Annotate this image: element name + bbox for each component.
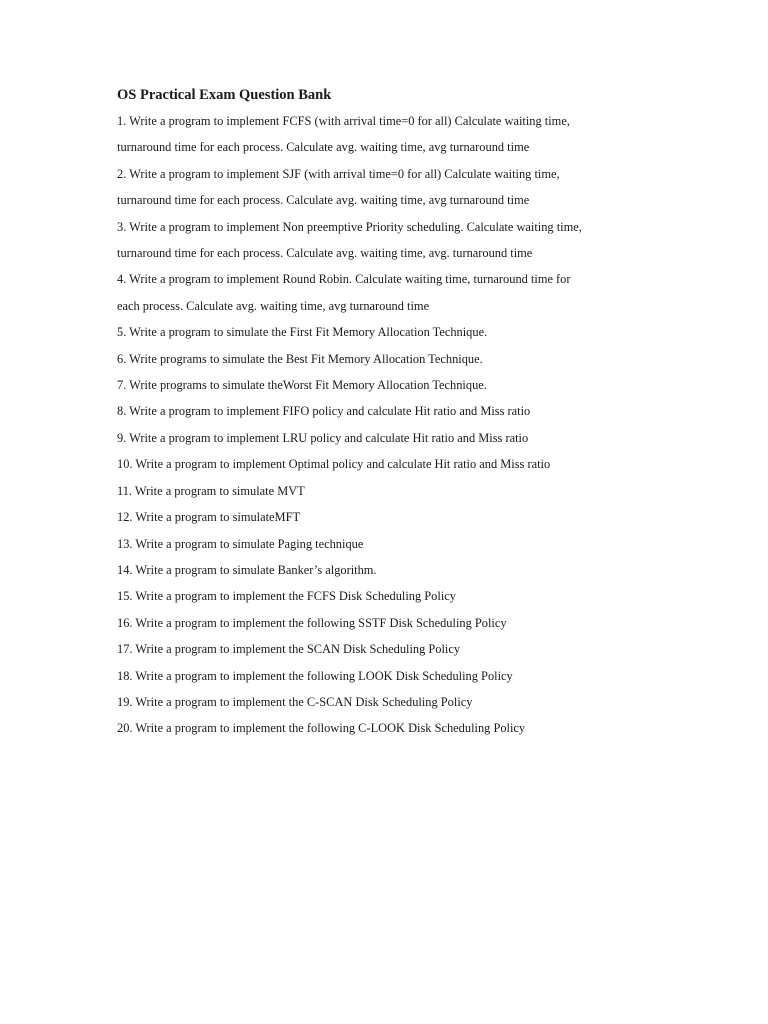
question-item: 7. Write programs to simulate theWorst Fit Memory Allocation Technique. bbox=[117, 378, 487, 393]
question-item: 4. Write a program to implement Round Robin. Calculate waiting time, turnaround time for each process. Calculate avg. waiting time, avg turnaround time bbox=[117, 272, 571, 313]
document-page bbox=[117, 84, 587, 742]
question-item: 3. Write a program to implement Non preemptive Priority scheduling. Calculate waiting time, turnaround time for each process. Calculate avg. waiting time, avg. turnaround time bbox=[117, 219, 582, 261]
question-item: 19. Write a program to implement the C-SCAN Disk Scheduling Policy bbox=[117, 694, 473, 709]
question-item: 14. Write a program to simulate Banker’s algorithm. bbox=[117, 562, 377, 577]
question-item: 8. Write a program to implement FIFO policy and calculate Hit ratio and Miss ratio bbox=[117, 404, 531, 419]
question-item: 13. Write a program to simulate Paging technique bbox=[117, 536, 364, 551]
question-item: 1. Write a program to implement FCFS (with arrival time=0 for all) Calculate waiting time, turnaround time for each process. Calculate avg. waiting time, avg turnaround time bbox=[117, 114, 570, 155]
question-item: 12. Write a program to simulateMFT bbox=[117, 510, 301, 525]
question-item: 18. Write a program to implement the following LOOK Disk Scheduling Policy bbox=[117, 668, 513, 683]
question-item: 11. Write a program to simulate MVT bbox=[117, 483, 305, 498]
question-item: 2. Write a program to implement SJF (with arrival time=0 for all) Calculate waiting time, turnaround time for each process. Calculate avg. waiting time, avg turnaround time bbox=[117, 166, 560, 208]
page-title: OS Practical Exam Question Bank bbox=[117, 87, 332, 103]
question-item: 20. Write a program to implement the following C-LOOK Disk Scheduling Policy bbox=[117, 721, 526, 736]
question-list bbox=[117, 108, 587, 742]
question-item: 9. Write a program to implement LRU policy and calculate Hit ratio and Miss ratio bbox=[117, 430, 529, 445]
question-item: 10. Write a program to implement Optimal policy and calculate Hit ratio and Miss ratio bbox=[117, 457, 551, 472]
question-item: 16. Write a program to implement the following SSTF Disk Scheduling Policy bbox=[117, 615, 507, 630]
question-item: 15. Write a program to implement the FCFS Disk Scheduling Policy bbox=[117, 589, 456, 604]
question-item: 17. Write a program to implement the SCAN Disk Scheduling Policy bbox=[117, 642, 461, 657]
question-item: 6. Write programs to simulate the Best Fit Memory Allocation Technique. bbox=[117, 351, 483, 366]
question-item: 5. Write a program to simulate the First Fit Memory Allocation Technique. bbox=[117, 325, 488, 340]
